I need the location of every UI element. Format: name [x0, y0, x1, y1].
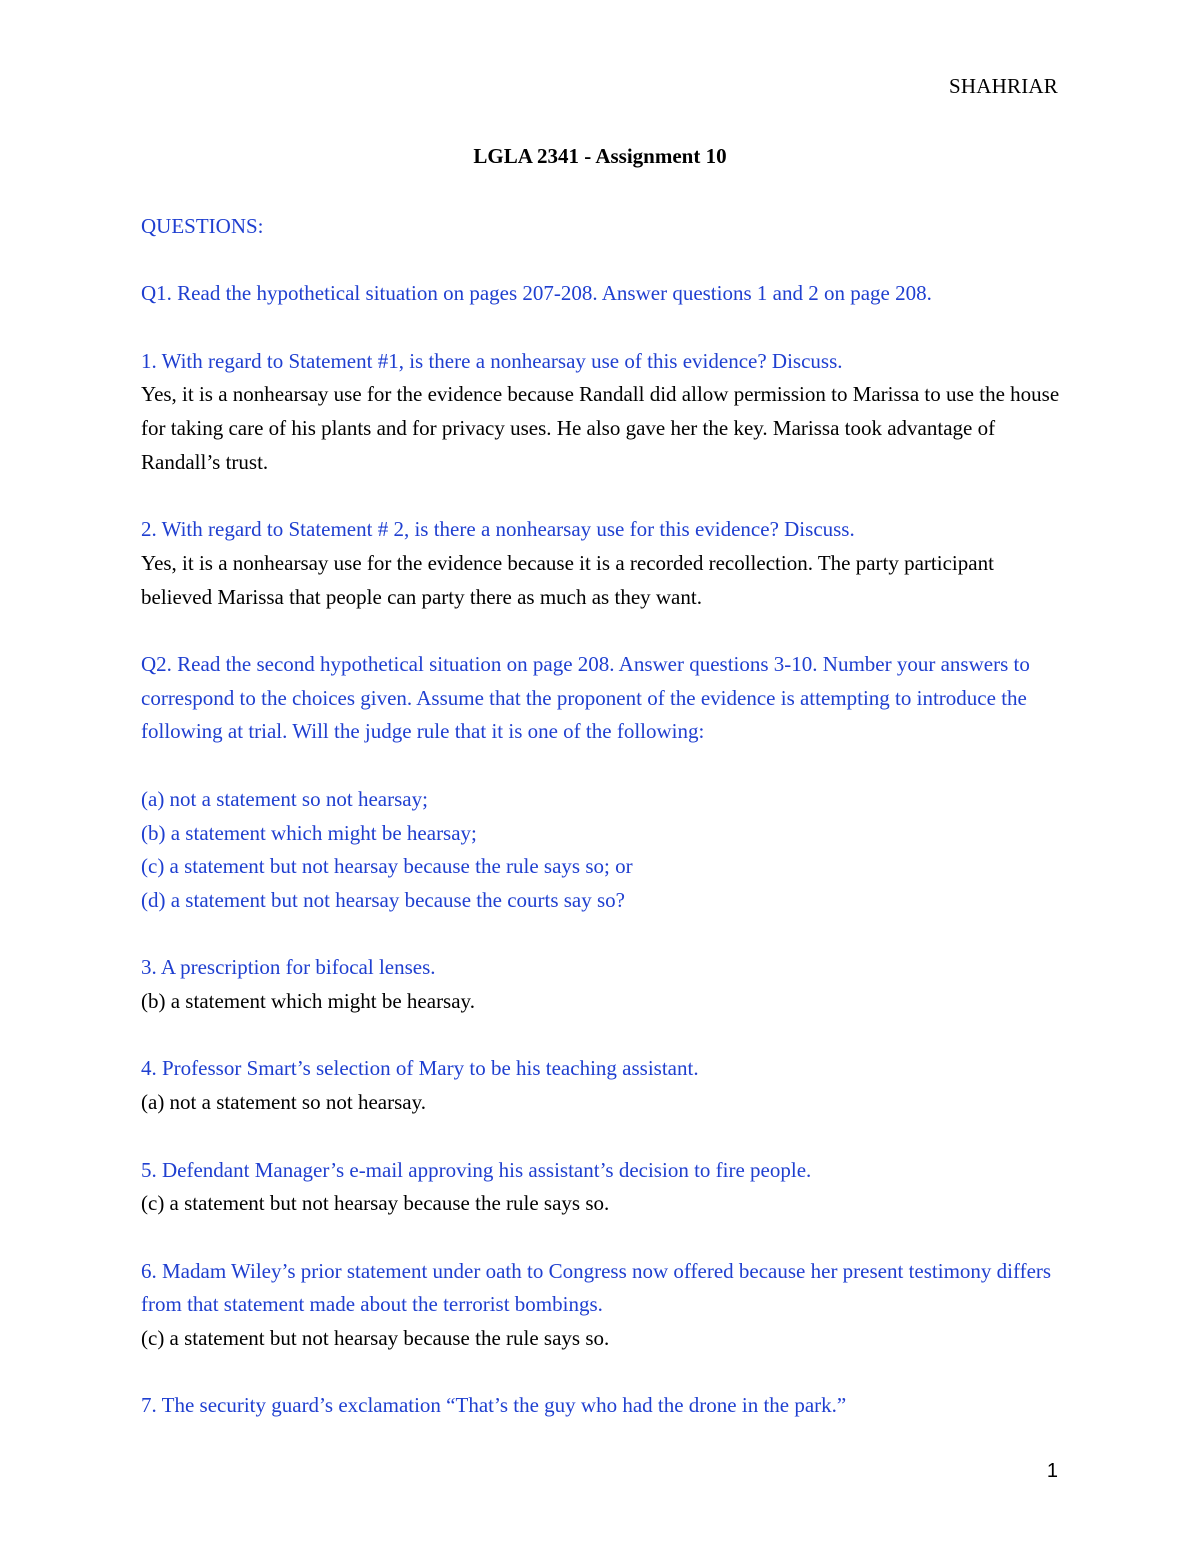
- answer-5: (c) a statement but not hearsay because the rule says so.: [141, 1191, 610, 1216]
- author-header: SHAHRIAR: [949, 74, 1058, 98]
- choice-a: (a) not a statement so not hearsay;: [141, 786, 428, 811]
- answer-2: Yes, it is a nonhearsay use for the evidence because it is a recorded recollection. The party participant believed Marissa that people can party there as much as they want.: [141, 550, 994, 609]
- question-3: 3. A prescription for bifocal lenses.: [141, 955, 436, 980]
- question-1: 1. With regard to Statement #1, is there a nonhearsay use of this evidence? Discuss.: [141, 348, 843, 373]
- question-5: 5. Defendant Manager’s e-mail approving his assistant’s decision to fire people.: [141, 1157, 812, 1182]
- answer-1: Yes, it is a nonhearsay use for the evidence because Randall did allow permission to Marissa to use the house for taking care of his plants and for privacy uses. He also gave her the key. Marissa took advantage of Randall’s trust.: [141, 382, 1060, 474]
- question-7: 7. The security guard’s exclamation “That’s the guy who had the drone in the park.”: [141, 1393, 847, 1418]
- question-2: 2. With regard to Statement # 2, is there a nonhearsay use for this evidence? Discuss.: [141, 517, 855, 542]
- questions-label: QUESTIONS:: [141, 214, 264, 238]
- document-body: [141, 210, 1061, 1423]
- page-title: LGLA 2341 - Assignment 10: [473, 144, 727, 168]
- page-number: 1: [1046, 1460, 1058, 1482]
- choice-c: (c) a statement but not hearsay because the rule says so; or: [141, 854, 633, 879]
- q1-prompt: Q1. Read the hypothetical situation on pages 207-208. Answer questions 1 and 2 on page 208.: [141, 281, 932, 306]
- answer-3: (b) a statement which might be hearsay.: [141, 989, 475, 1014]
- answer-6: (c) a statement but not hearsay because the rule says so.: [141, 1326, 610, 1351]
- question-4: 4. Professor Smart’s selection of Mary to be his teaching assistant.: [141, 1056, 699, 1081]
- answer-4: (a) not a statement so not hearsay.: [141, 1090, 426, 1115]
- question-6: 6. Madam Wiley’s prior statement under oath to Congress now offered because her present testimony differs from that statement made about the terrorist bombings.: [141, 1258, 1052, 1317]
- choice-d: (d) a statement but not hearsay because the courts say so?: [141, 887, 625, 912]
- q2-prompt: Q2. Read the second hypothetical situation on page 208. Answer questions 3-10. Number your answers to correspond to the choices given. Assume that the proponent of the evidence is attempting to introduce the following at trial. Will the judge rule that it is one of the following:: [141, 652, 1030, 744]
- choice-b: (b) a statement which might be hearsay;: [141, 820, 477, 845]
